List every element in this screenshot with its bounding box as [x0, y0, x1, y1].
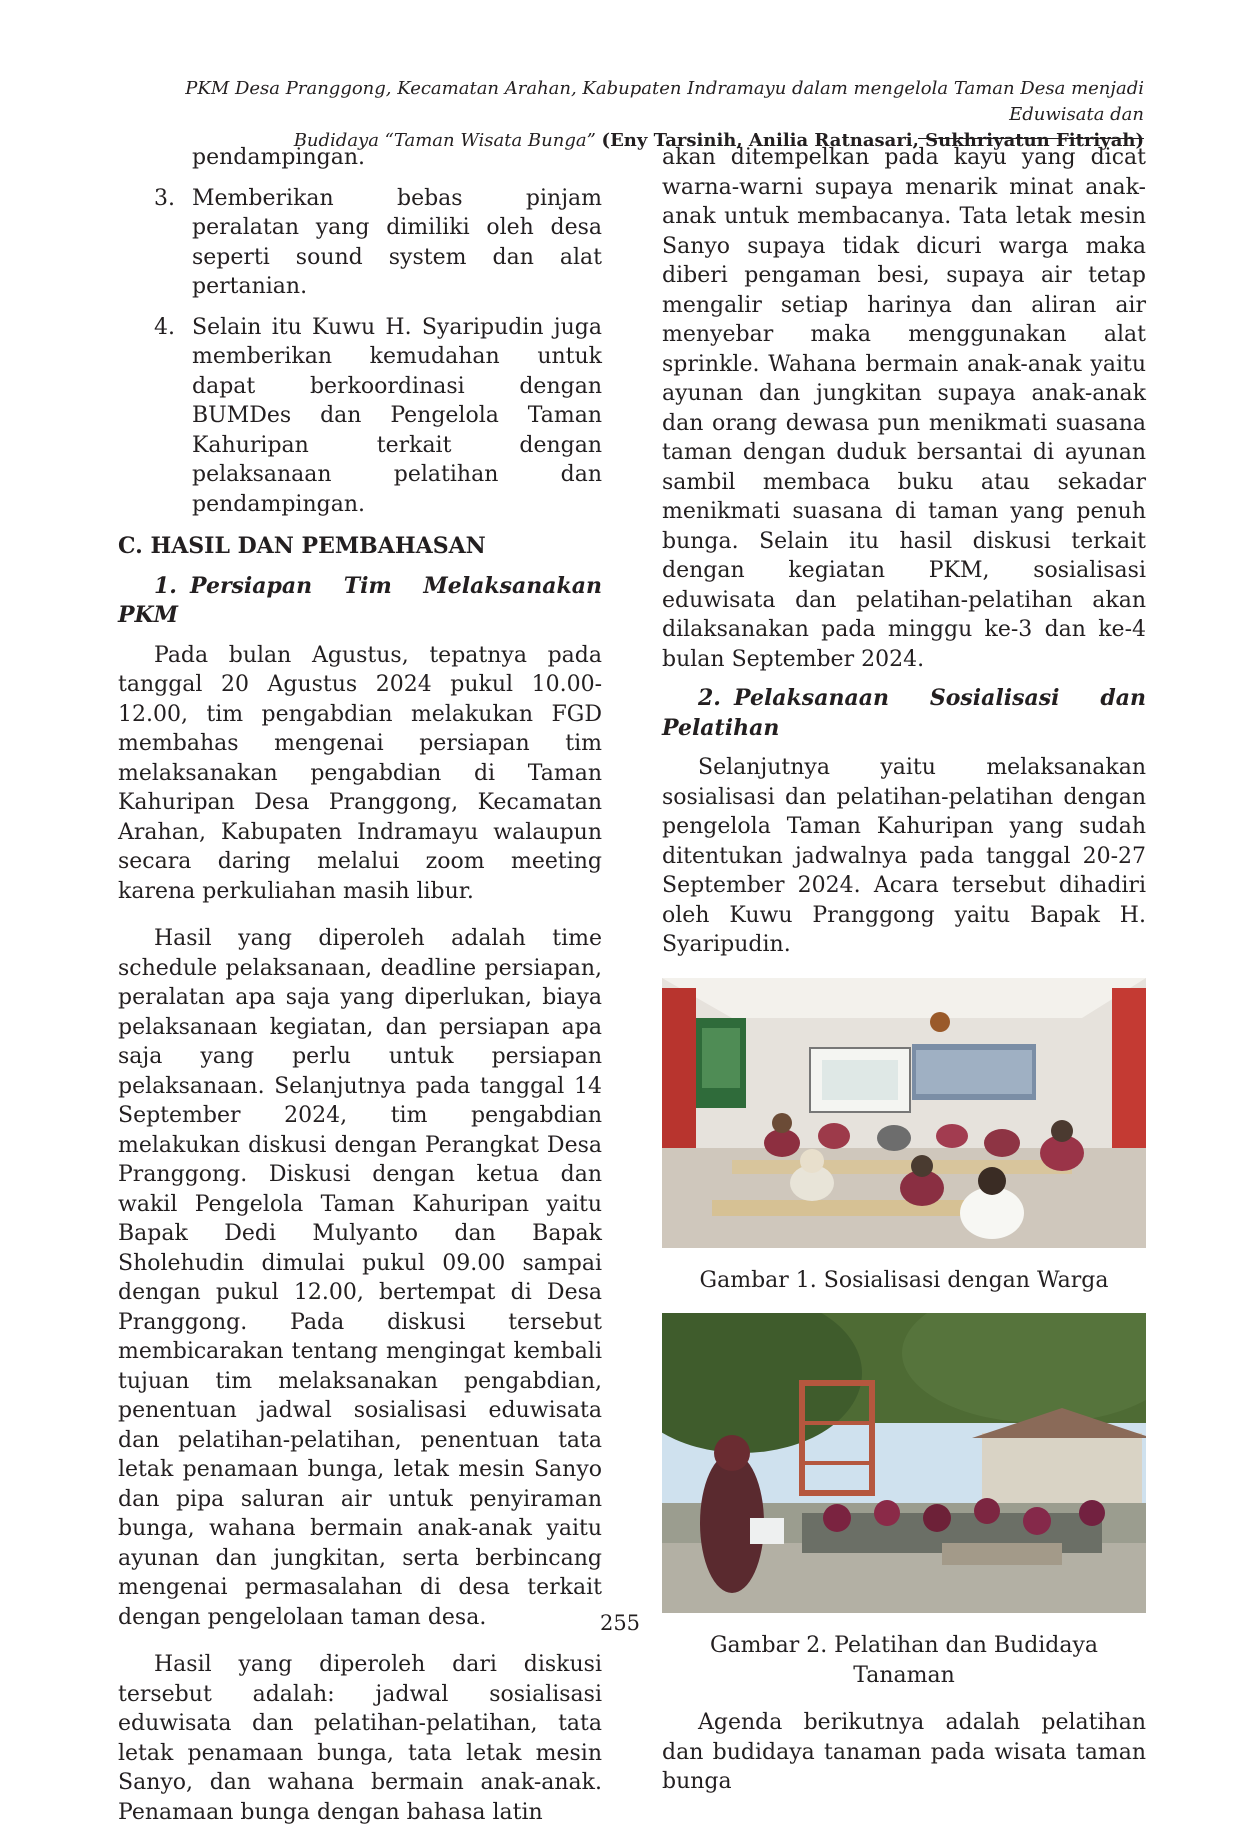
header-line-1: PKM Desa Pranggong, Kecamatan Arahan, Kabupaten Indramayu dalam mengelola Taman Desa menjadi Eduwisata dan: [185, 78, 1144, 125]
header-rule: [918, 138, 1144, 139]
header-authors: (Eny Tarsinih, Anilia Ratnasari, Sukhriyatun Fitriyah): [601, 130, 1144, 151]
outdoor-training-photo-illustration: [662, 1313, 1146, 1613]
list-item: [118, 184, 602, 302]
figure-1-photo: [662, 978, 1146, 1248]
list-item-number: 3.: [154, 185, 175, 211]
list-item-text: Memberikan bebas pinjam peralatan yang dimiliki oleh desa seperti sound system dan alat pertanian.: [192, 185, 602, 299]
subsection-number: 1.: [154, 572, 177, 599]
left-column: [118, 143, 602, 1827]
paragraph: akan ditempelkan pada kayu yang dicat warna-warni supaya menarik minat anak-anak untuk membacanya. Tata letak mesin Sanyo supaya tidak dicuri warga maka diberi pengaman besi, supaya air tetap mengalir setiap harinya dan aliran air menyebar maka menggunakan alat sprinkle. Wahana bermain anak-anak yaitu ayunan dan jungkitan supaya anak-anak dan orang dewasa pun menikmati suasana taman dengan duduk bersantai di ayunan sambil membaca buku atau sekadar menikmati suasana di taman yang penuh bunga. Selain itu hasil diskusi terkait dengan kegiatan PKM, sosialisasi eduwisata dan pelatihan-pelatihan akan dilaksanakan pada minggu ke-3 dan ke-4 bulan September 2024.: [662, 145, 1146, 672]
figure-2-caption: Gambar 2. Pelatihan dan Budidaya Tanaman: [709, 1633, 1099, 1688]
section-heading: C. HASIL DAN PEMBAHASAN: [118, 533, 486, 559]
header-title: Budidaya “Taman Wisata Bunga”: [293, 130, 596, 151]
subsection-number: 2.: [698, 685, 721, 711]
paragraph: Pada bulan Agustus, tepatnya pada tanggal 20 Agustus 2024 pukul 10.00-12.00, tim pengabdian melakukan FGD membahas mengenai persiapan tim melaksanakan pengabdian di Taman Kahuripan Desa Pranggong, Kecamatan Arahan, Kabupaten Indramayu walaupun secara daring melalui zoom meeting karena perkuliahan masih libur.: [118, 642, 602, 904]
right-column: [662, 143, 1146, 1797]
paragraph: Selanjutnya yaitu melaksanakan sosialisasi dan pelatihan-pelatihan dengan pengelola Taman Kahuripan yang sudah ditentukan jadwalnya pada tanggal 20-27 September 2024. Acara tersebut dihadiri oleh Kuwu Pranggong yaitu Bapak H. Syaripudin.: [662, 755, 1146, 957]
list-item-number: 4.: [154, 314, 175, 340]
subsection-title: Pelaksanaan Sosialisasi dan Pelatihan: [662, 685, 1146, 741]
paragraph: Agenda berikutnya adalah pelatihan dan budidaya tanaman pada wisata taman bunga: [662, 1710, 1146, 1794]
subsection-heading: [118, 572, 602, 631]
page-number: 255: [599, 1611, 641, 1635]
subsection-title: Persiapan Tim Melaksanakan PKM: [118, 572, 602, 628]
figure-1-caption: Gambar 1. Sosialisasi dengan Warga: [699, 1267, 1109, 1293]
paragraph: Hasil yang diperoleh dari diskusi tersebut adalah: jadwal sosialisasi eduwisata dan pelatihan-pelatihan, tata letak penamaan bunga, tata letak mesin Sanyo, dan wahana bermain anak-anak. Penamaan bunga dengan bahasa latin: [118, 1652, 602, 1825]
subsection-heading: [662, 684, 1146, 743]
figure-2-photo: [662, 1313, 1146, 1613]
list-continuation: pendampingan.: [192, 145, 365, 170]
list-item: [118, 313, 602, 520]
list-item-text: Selain itu Kuwu H. Syaripudin juga memberikan kemudahan untuk dapat berkoordinasi dengan BUMDes dan Pengelola Taman Kahuripan terkait dengan pelaksanaan pelatihan dan pendampingan.: [192, 314, 602, 517]
classroom-photo-illustration: [662, 978, 1146, 1248]
paragraph: Hasil yang diperoleh adalah time schedule pelaksanaan, deadline persiapan, peralatan apa saja yang diperlukan, biaya pelaksanaan kegiatan, dan persiapan apa saja yang perlu untuk persiapan pelaksanaan. Selanjutnya pada tanggal 14 September 2024, tim pengabdian melakukan diskusi dengan Perangkat Desa Pranggong. Diskusi dengan ketua dan wakil Pengelola Taman Kahuripan yaitu Bapak Dedi Mulyanto dan Bapak Sholehudin dimulai pukul 09.00 sampai dengan pukul 12.00, bertempat di Desa Pranggong. Pada diskusi tersebut membicarakan tentang mengingat kembali tujuan tim melaksanakan pengabdian, penentuan jadwal sosialisasi eduwisata dan pelatihan-pelatihan, penentuan tata letak penamaan bunga, letak mesin Sanyo dan pipa saluran air untuk penyiraman bunga, wahana bermain anak-anak yaitu ayunan dan jungkitan, serta berbincang mengenai permasalahan di desa terkait dengan pengelolaan taman desa.: [118, 926, 602, 1630]
